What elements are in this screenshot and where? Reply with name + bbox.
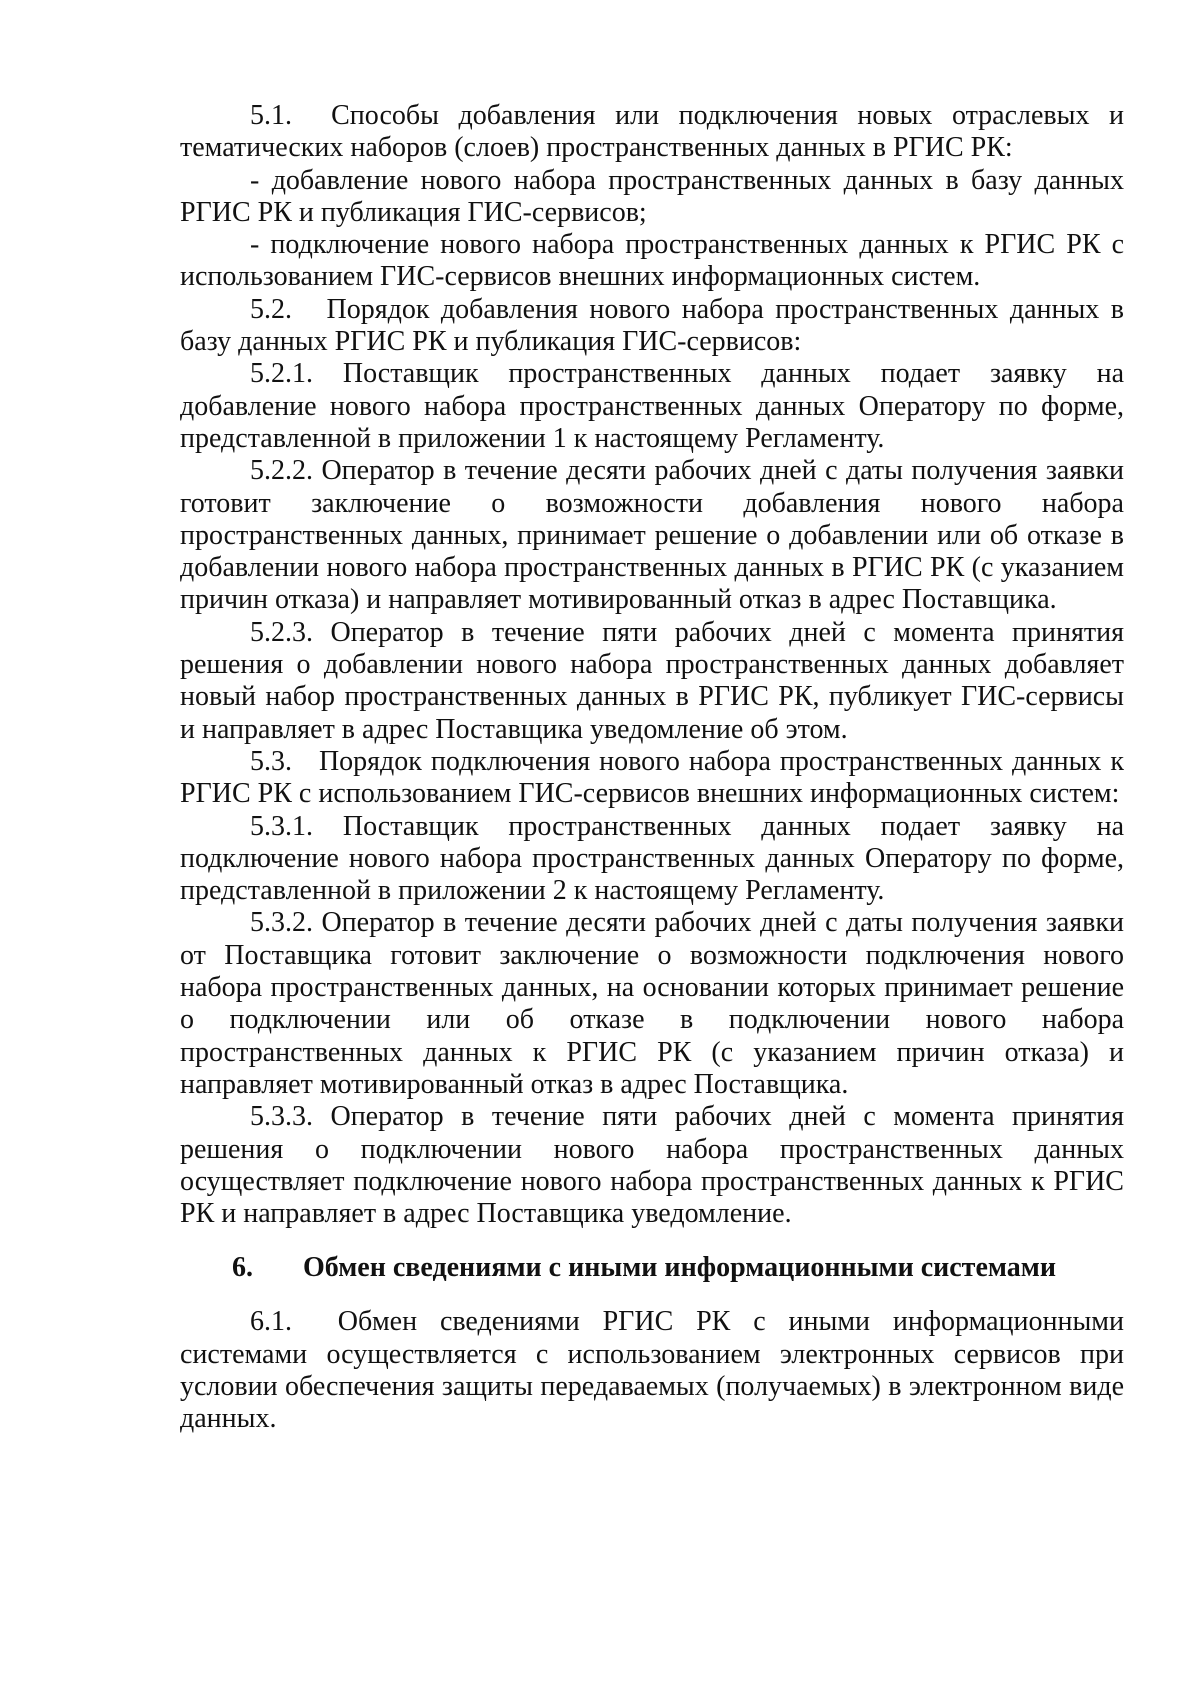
paragraph-5-1-item-1: - добавление нового набора пространственных данных в базу данных РГИС РК и публикация ГИС-сервисов;	[180, 164, 1124, 228]
paragraph-5-3-1: 5.3.1. Поставщик пространственных данных подает заявку на подключение нового набора пространственных данных Оператору по форме, представленной в приложении 2 к настоящему Регламенту.	[180, 810, 1124, 907]
paragraph-6-1: 6.1. Обмен сведениями РГИС РК с иными информационными системами осуществляется с использованием электронных сервисов при условии обеспечения защиты передаваемых (получаемых) в электронном виде данных.	[180, 1306, 1124, 1435]
section-heading-6	[180, 1252, 1124, 1284]
section-title: Обмен сведениями с иными информационными системами	[303, 1252, 1056, 1284]
paragraph-5-1-item-2: - подключение нового набора пространственных данных к РГИС РК с использованием ГИС-сервисов внешних информационных систем.	[180, 229, 1124, 293]
paragraph-5-2-2: 5.2.2. Оператор в течение десяти рабочих дней с даты получения заявки готовит заключение о возможности добавления нового набора пространственных данных, принимает решение о добавлении или об отказе в добавлении нового набора пространственных данных в РГИС РК (с указанием причин отказа) и направляет мотивированный отказ в адрес Поставщика.	[180, 455, 1124, 616]
paragraph-5-2-1: 5.2.1. Поставщик пространственных данных подает заявку на добавление нового набора пространственных данных Оператору по форме, представленной в приложении 1 к настоящему Регламенту.	[180, 358, 1124, 454]
section-number: 6.	[232, 1252, 253, 1284]
paragraph-5-2: 5.2. Порядок добавления нового набора пространственных данных в базу данных РГИС РК и публикация ГИС-сервисов:	[180, 293, 1124, 358]
paragraph-5-1: 5.1. Способы добавления или подключения новых отраслевых и тематических наборов (слоев) пространственных данных в РГИС РК:	[180, 100, 1124, 164]
paragraph-5-3: 5.3. Порядок подключения нового набора пространственных данных к РГИС РК с использованием ГИС-сервисов внешних информационных систем:	[180, 745, 1124, 810]
paragraph-5-3-3: 5.3.3. Оператор в течение пяти рабочих дней с момента принятия решения о подключении нового набора пространственных данных осуществляет подключение нового набора пространственных данных к РГИС РК и направляет в адрес Поставщика уведомление.	[180, 1101, 1124, 1230]
paragraph-5-2-3: 5.2.3. Оператор в течение пяти рабочих дней с момента принятия решения о добавлении нового набора пространственных данных добавляет новый набор пространственных данных в РГИС РК, публикует ГИС-сервисы и направляет в адрес Поставщика уведомление об этом.	[180, 616, 1124, 745]
paragraph-5-3-2: 5.3.2. Оператор в течение десяти рабочих дней с даты получения заявки от Поставщика готовит заключение о возможности подключения нового набора пространственных данных, на основании которых принимает решение о подключении или об отказе в подключении нового набора пространственных данных к РГИС РК (с указанием причин отказа) и направляет мотивированный отказ в адрес Поставщика.	[180, 907, 1124, 1100]
document-body	[180, 100, 1124, 1436]
